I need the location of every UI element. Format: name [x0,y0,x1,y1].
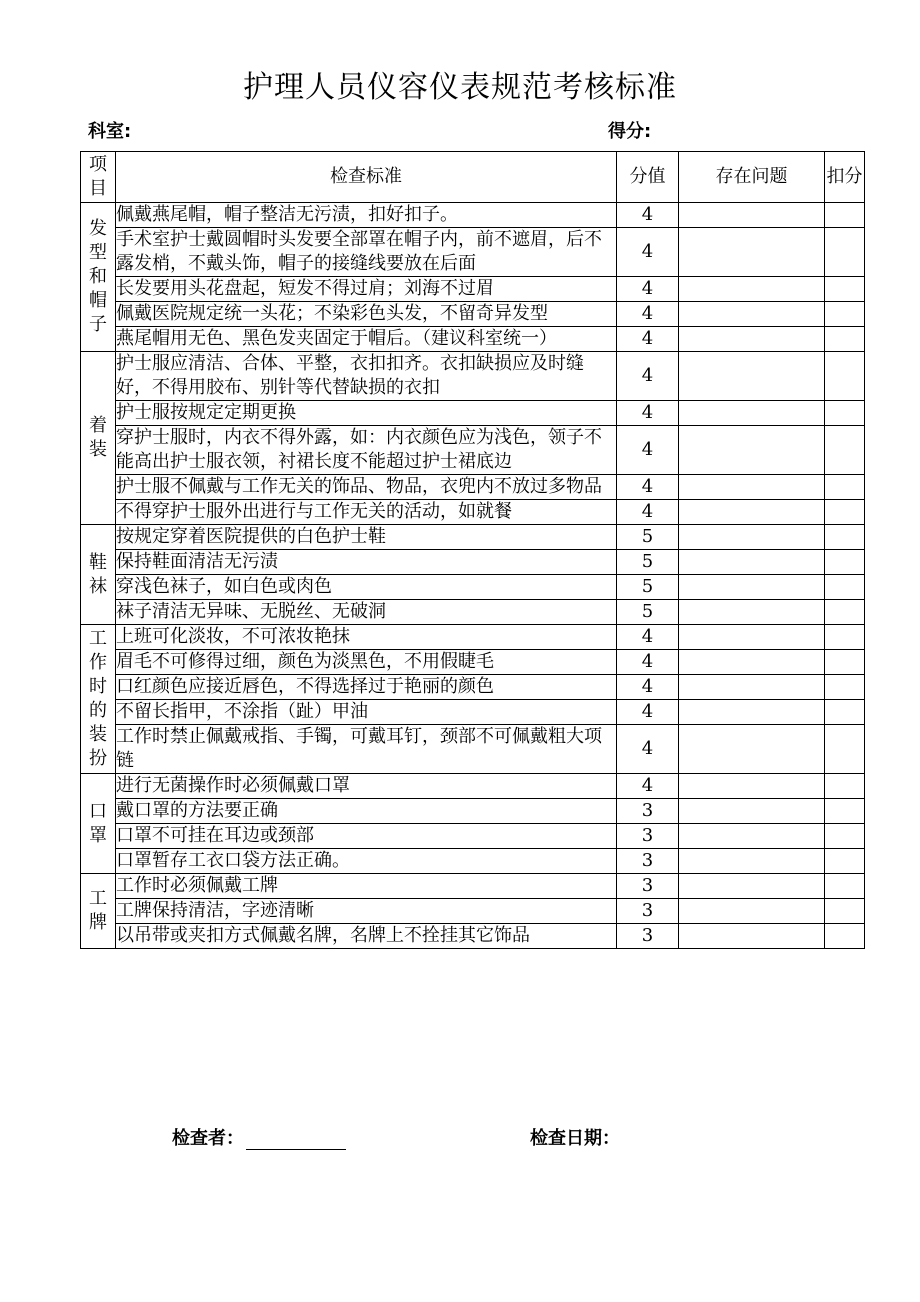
table-row [81,700,865,725]
problems-cell[interactable] [679,725,825,774]
table-row [81,849,865,874]
department-label: 科室: [88,121,132,142]
standard-text: 长发要用头花盘起，短发不得过肩；刘海不过眉 [116,277,617,302]
problems-cell[interactable] [679,327,825,352]
problems-cell[interactable] [679,774,825,799]
points-value: 4 [617,401,679,426]
standard-text: 护士服不佩戴与工作无关的饰品、物品，衣兜内不放过多物品 [116,475,617,500]
deduction-cell[interactable] [825,824,865,849]
problems-cell[interactable] [679,277,825,302]
problems-cell[interactable] [679,203,825,228]
page-title: 护理人员仪容仪表规范考核标准 [243,70,677,105]
problems-cell[interactable] [679,799,825,824]
problems-cell[interactable] [679,700,825,725]
standard-text: 护士服按规定定期更换 [116,401,617,426]
standard-text: 口罩暂存工衣口袋方法正确。 [116,849,617,874]
table-row [81,401,865,426]
problems-cell[interactable] [679,426,825,475]
problems-cell[interactable] [679,849,825,874]
deduction-cell[interactable] [825,401,865,426]
points-value: 4 [617,203,679,228]
deduction-cell[interactable] [825,600,865,625]
points-value: 3 [617,899,679,924]
deduction-cell[interactable] [825,700,865,725]
standard-text: 不留长指甲，不涂指（趾）甲油 [116,700,617,725]
points-value: 4 [617,700,679,725]
points-value: 4 [617,500,679,525]
standard-text: 工牌保持清洁，字迹清晰 [116,899,617,924]
deduction-cell[interactable] [825,625,865,650]
standard-text: 进行无菌操作时必须佩戴口罩 [116,774,617,799]
standard-text: 护士服应清洁、合体、平整，衣扣扣齐。衣扣缺损应及时缝好，不得用胶布、别针等代替缺损的衣扣 [116,352,617,401]
points-value: 4 [617,426,679,475]
table-header-row [81,152,865,203]
standard-text: 穿护士服时，内衣不得外露，如：内衣颜色应为浅色，领子不能高出护士服衣领，衬裙长度不能超过护士裙底边 [116,426,617,475]
table-row [81,650,865,675]
table-row [81,625,865,650]
table-row [81,874,865,899]
standard-text: 眉毛不可修得过细，颜色为淡黑色，不用假睫毛 [116,650,617,675]
standard-text: 工作时必须佩戴工牌 [116,874,617,899]
deduction-cell[interactable] [825,799,865,824]
problems-cell[interactable] [679,525,825,550]
category-cell: 工作时的装扮 [81,625,116,774]
problems-cell[interactable] [679,675,825,700]
deduction-cell[interactable] [825,327,865,352]
deduction-cell[interactable] [825,874,865,899]
points-value: 3 [617,874,679,899]
table-row [81,500,865,525]
standard-text: 佩戴医院规定统一头花；不染彩色头发，不留奇异发型 [116,302,617,327]
table-row [81,824,865,849]
date-label: 检查日期： [530,1128,620,1149]
points-value: 4 [617,675,679,700]
deduction-cell[interactable] [825,725,865,774]
deduction-cell[interactable] [825,426,865,475]
points-value: 4 [617,625,679,650]
problems-cell[interactable] [679,302,825,327]
points-value: 5 [617,550,679,575]
standard-text: 佩戴燕尾帽，帽子整洁无污渍，扣好扣子。 [116,203,617,228]
problems-cell[interactable] [679,352,825,401]
table-row [81,600,865,625]
deduction-cell[interactable] [825,924,865,949]
problems-cell[interactable] [679,401,825,426]
table-row [81,228,865,277]
points-value: 4 [617,327,679,352]
table-row [81,203,865,228]
standard-text: 上班可化淡妆，不可浓妆艳抹 [116,625,617,650]
inspector-field [172,1124,346,1150]
header-deduction: 扣分 [825,152,865,203]
table-row [81,575,865,600]
table-row [81,774,865,799]
problems-cell[interactable] [679,924,825,949]
problems-cell[interactable] [679,228,825,277]
standard-text: 手术室护士戴圆帽时头发要全部罩在帽子内，前不遮眉，后不露发梢，不戴头饰，帽子的接缝线要放在后面 [116,228,617,277]
table-body [81,203,865,949]
points-value: 5 [617,575,679,600]
table-row [81,327,865,352]
table-row [81,725,865,774]
deduction-cell[interactable] [825,650,865,675]
points-value: 4 [617,228,679,277]
deduction-cell[interactable] [825,525,865,550]
deduction-cell[interactable] [825,277,865,302]
standard-text: 燕尾帽用无色、黑色发夹固定于帽后。（建议科室统一） [116,327,617,352]
standard-text: 工作时禁止佩戴戒指、手镯，可戴耳钉，颈部不可佩戴粗大项链 [116,725,617,774]
standards-table [80,151,865,949]
points-value: 4 [617,302,679,327]
standard-text: 戴口罩的方法要正确 [116,799,617,824]
table-row [81,525,865,550]
deduction-cell[interactable] [825,500,865,525]
table-row [81,550,865,575]
standard-text: 按规定穿着医院提供的白色护士鞋 [116,525,617,550]
header-item: 项目 [81,152,116,203]
table-row [81,277,865,302]
table-row [81,899,865,924]
points-value: 3 [617,924,679,949]
points-value: 3 [617,824,679,849]
points-value: 4 [617,277,679,302]
deduction-cell[interactable] [825,475,865,500]
problems-cell[interactable] [679,899,825,924]
deduction-cell[interactable] [825,203,865,228]
inspector-signature-line[interactable] [246,1129,346,1150]
deduction-cell[interactable] [825,352,865,401]
deduction-cell[interactable] [825,675,865,700]
problems-cell[interactable] [679,600,825,625]
standard-text: 口罩不可挂在耳边或颈部 [116,824,617,849]
deduction-cell[interactable] [825,849,865,874]
points-value: 4 [617,650,679,675]
table-row [81,799,865,824]
category-cell: 鞋袜 [81,525,116,625]
points-value: 3 [617,799,679,824]
header-problems: 存在问题 [679,152,825,203]
standard-text: 保持鞋面清洁无污渍 [116,550,617,575]
table-row [81,426,865,475]
points-value: 4 [617,725,679,774]
points-value: 5 [617,600,679,625]
deduction-cell[interactable] [825,774,865,799]
table-row [81,924,865,949]
problems-cell[interactable] [679,550,825,575]
header-standard: 检查标准 [116,152,617,203]
points-value: 3 [617,849,679,874]
category-cell: 着装 [81,352,116,525]
problems-cell[interactable] [679,575,825,600]
points-value: 4 [617,774,679,799]
category-cell: 口罩 [81,774,116,874]
category-cell: 发型和帽子 [81,203,116,352]
deduction-cell[interactable] [825,228,865,277]
deduction-cell[interactable] [825,302,865,327]
table-row [81,675,865,700]
category-cell: 工牌 [81,874,116,949]
points-value: 5 [617,525,679,550]
problems-cell[interactable] [679,824,825,849]
deduction-cell[interactable] [825,899,865,924]
problems-cell[interactable] [679,650,825,675]
standard-text: 以吊带或夹扣方式佩戴名牌，名牌上不拴挂其它饰品 [116,924,617,949]
inspector-label: 检查者： [172,1128,244,1149]
header-points: 分值 [617,152,679,203]
points-value: 4 [617,352,679,401]
standard-text: 口红颜色应接近唇色，不得选择过于艳丽的颜色 [116,675,617,700]
deduction-cell[interactable] [825,575,865,600]
deduction-cell[interactable] [825,550,865,575]
points-value: 4 [617,475,679,500]
standard-text: 袜子清洁无异味、无脱丝、无破洞 [116,600,617,625]
problems-cell[interactable] [679,500,825,525]
table-row [81,475,865,500]
table-row [81,352,865,401]
problems-cell[interactable] [679,874,825,899]
problems-cell[interactable] [679,475,825,500]
standard-text: 不得穿护士服外出进行与工作无关的活动，如就餐 [116,500,617,525]
score-label: 得分: [608,121,652,142]
standard-text: 穿浅色袜子，如白色或肉色 [116,575,617,600]
table-row [81,302,865,327]
problems-cell[interactable] [679,625,825,650]
